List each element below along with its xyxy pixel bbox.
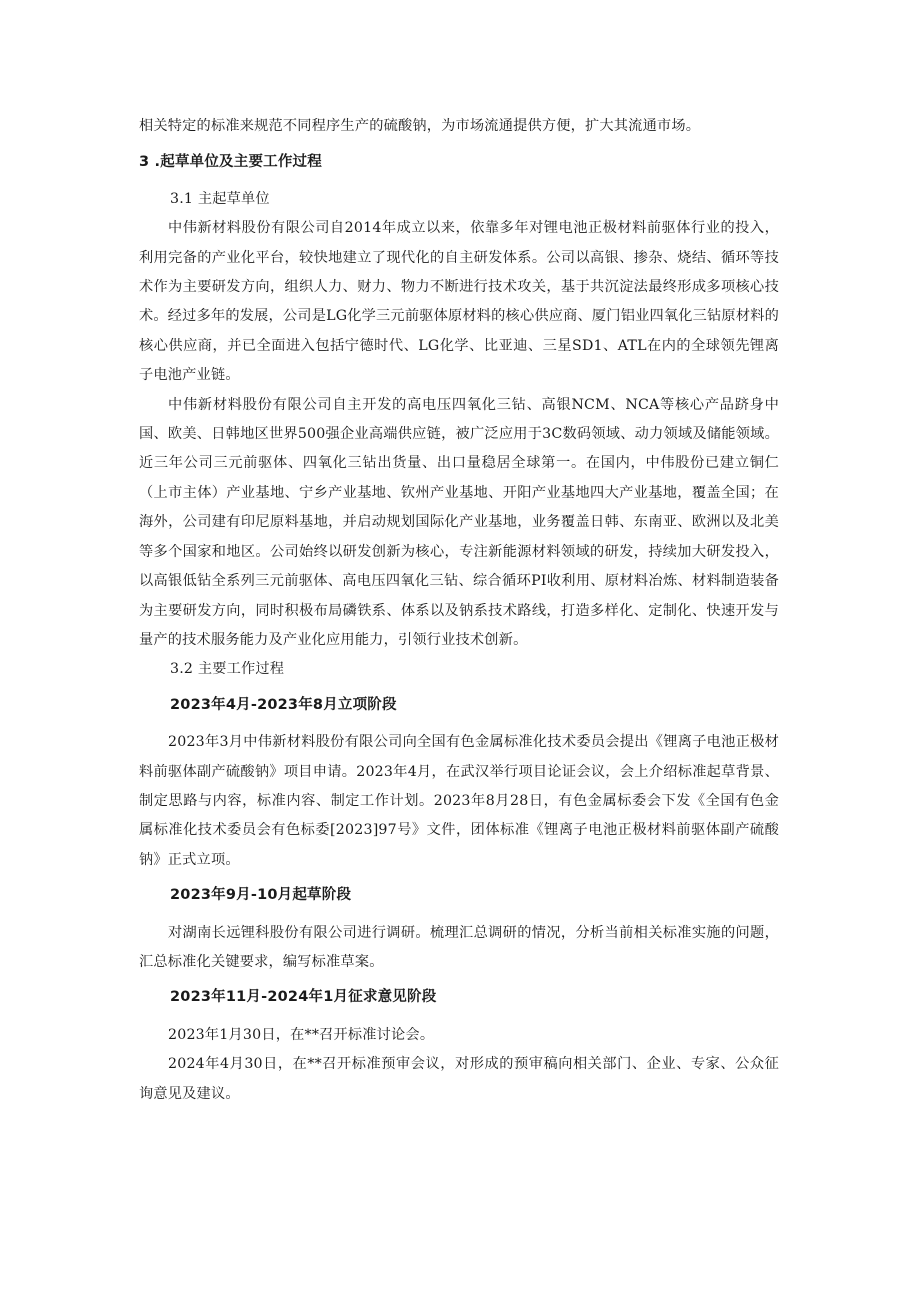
subsection-heading-3-1: 3.1 主起草单位 xyxy=(170,190,270,207)
paragraph-stage-drafting: 对湖南长远锂科股份有限公司进行调研。梳理汇总调研的情况，分析当前相关标准实施的问题，汇总标准化关键要求，编写标准草案。 xyxy=(139,924,779,970)
paragraph-intro-tail: 相关特定的标准来规范不同程序生产的硫酸钠，为市场流通提供方便，扩大其流通市场。 xyxy=(139,118,701,134)
section-heading-3: 3 .起草单位及主要工作过程 xyxy=(139,154,322,171)
paragraph-stage-consultation-2: 2024年4月30日，在**召开标准预审会议，对形成的预审稿向相关部门、企业、专家、公众征询意见及建议。 xyxy=(139,1056,779,1102)
stage-heading-consultation: 2023年11月-2024年1月征求意见阶段 xyxy=(170,989,437,1006)
paragraph-company-2: 中伟新材料股份有限公司自主开发的高电压四氧化三钻、高银NCM、NCA等核心产品跻身中国、欧美、日韩地区世界500强企业高端供应链，被广泛应用于3C数码领域、动力领域及储能领域。近三年公司三元前驱体、四氧化三钻出货量、出口量稳居全球第一。在国内，中伟股份已建立铜仁（上市主体）产业基地、宁乡产业基地、钦州产业基地、开阳产业基地四大产业基地，覆盖全国；在海外，公司建有印尼原料基地，并启动规划国际化产业基地，业务覆盖日韩、东南亚、欧洲以及北美等多个国家和地区。公司始终以研发创新为核心，专注新能源材料领域的研发，持续加大研发投入，以高银低钻全系列三元前驱体、高电压四氧化三钻、综合循环PI收利用、原材料冶炼、材料制造装备为主要研发方向，同时积极布局磷铁系、体系以及钠系技术路线，打造多样化、定制化、快速开发与量产的技术服务能力及产业化应用能力，引领行业技术创新。 xyxy=(139,396,779,648)
stage-heading-drafting: 2023年9月-10月起草阶段 xyxy=(170,887,352,904)
stage-heading-initiation: 2023年4月-2023年8月立项阶段 xyxy=(170,696,397,713)
paragraph-company-1: 中伟新材料股份有限公司自2014年成立以来，依靠多年对锂电池正极材料前驱体行业的投入，利用完备的产业化平台，较快地建立了现代化的自主研发体系。公司以高银、掺杂、烧结、循环等技术作为主要研发方向，组织人力、财力、物力不断进行技术攻关，基于共沉淀法最终形成多项核心技术。经过多年的发展，公司是LG化学三元前驱体原材料的核心供应商、厦门铝业四氧化三钻原材料的核心供应商，并已全面进入包括宁德时代、LG化学、比亚迪、三星SD1、ATL在内的全球领先锂离子电池产业链。 xyxy=(139,220,779,384)
subsection-heading-3-2: 3.2 主要工作过程 xyxy=(170,661,285,678)
paragraph-stage-initiation: 2023年3月中伟新材料股份有限公司向全国有色金属标准化技术委员会提出《锂离子电池正极材料前驱体副产硫酸钠》项目申请。2023年4月，在武汉举行项目论证会议，会上介绍标准起草背景、制定思路与内容，标准内容、制定工作计划。2023年8月28日，有色金属标委会下发《全国有色金属标准化技术委员会有色标委[2023]97号》文件，团体标准《锂离子电池正极材料前驱体副产硫酸钠》正式立项。 xyxy=(139,734,779,868)
paragraph-stage-consultation-1: 2023年1月30日，在**召开标准讨论会。 xyxy=(168,1026,435,1043)
document-body xyxy=(139,112,779,1109)
